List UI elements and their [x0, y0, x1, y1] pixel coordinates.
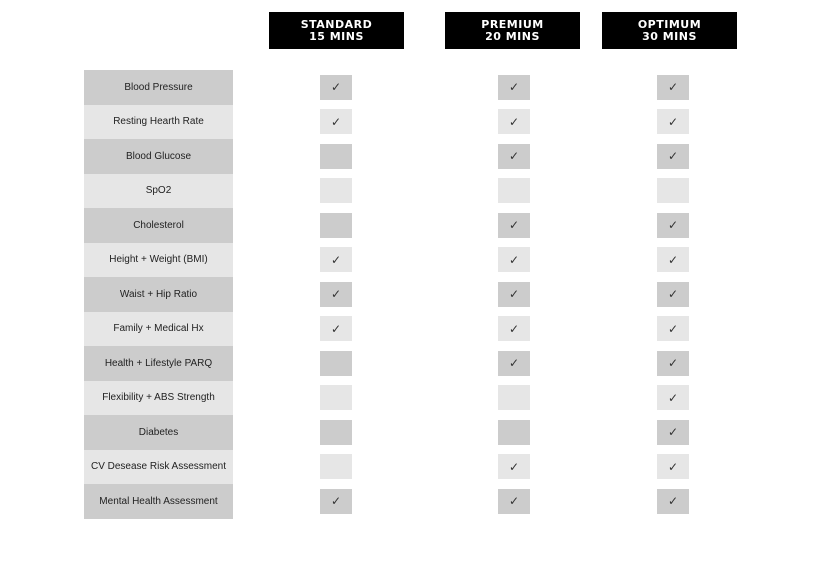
checkmark-icon: ✓ — [667, 218, 679, 233]
checkmark-icon: ✓ — [667, 356, 679, 371]
check-cell — [498, 282, 530, 307]
check-cell — [498, 454, 530, 479]
check-cell — [320, 75, 352, 100]
feature-row — [84, 208, 233, 243]
check-cell — [498, 489, 530, 514]
checkmark-icon: ✓ — [667, 114, 679, 129]
feature-row — [84, 312, 233, 347]
feature-label: Resting Hearth Rate — [113, 116, 204, 128]
feature-label: Flexibility + ABS Strength — [102, 392, 215, 404]
check-cell — [320, 489, 352, 514]
check-cell — [657, 316, 689, 341]
check-cell — [320, 109, 352, 134]
feature-row — [84, 450, 233, 485]
checkmark-icon: ✓ — [508, 459, 520, 474]
checkmark-icon: ✓ — [508, 356, 520, 371]
check-cell — [320, 247, 352, 272]
checkmark-icon: ✓ — [508, 287, 520, 302]
plan-header-label: PREMIUM 20 MINS — [481, 17, 544, 43]
feature-row — [84, 415, 233, 450]
plan-header-2 — [445, 12, 580, 49]
check-cell — [657, 454, 689, 479]
feature-label: Blood Glucose — [125, 150, 192, 162]
checkmark-icon: ✓ — [508, 149, 520, 164]
checkmark-icon: ✓ — [330, 252, 342, 267]
checkmark-icon: ✓ — [667, 390, 679, 405]
feature-row — [84, 484, 233, 519]
check-cell — [498, 247, 530, 272]
check-cell — [320, 385, 352, 410]
check-cell — [498, 144, 530, 169]
checkmark-icon: ✓ — [667, 252, 679, 267]
feature-label: Waist + Hip Ratio — [119, 288, 198, 300]
feature-row — [84, 139, 233, 174]
feature-row — [84, 70, 233, 105]
checkmark-icon: ✓ — [667, 425, 679, 440]
plan-header-label: OPTIMUM 30 MINS — [637, 17, 702, 43]
check-cell — [657, 489, 689, 514]
check-cell — [657, 420, 689, 445]
checkmark-icon: ✓ — [508, 80, 520, 95]
check-cell — [657, 178, 689, 203]
check-cell — [657, 351, 689, 376]
check-cell — [657, 109, 689, 134]
check-cell — [498, 385, 530, 410]
checkmark-icon: ✓ — [508, 218, 520, 233]
plan-header-1 — [269, 12, 404, 49]
checkmark-icon: ✓ — [667, 494, 679, 509]
check-cell — [498, 75, 530, 100]
check-cell — [498, 178, 530, 203]
check-cell — [320, 178, 352, 203]
checkmark-icon: ✓ — [667, 149, 679, 164]
check-cell — [320, 144, 352, 169]
check-cell — [498, 316, 530, 341]
check-cell — [320, 351, 352, 376]
feature-label: Blood Pressure — [124, 81, 193, 93]
feature-label: SpO2 — [145, 185, 172, 197]
plan-header-label: STANDARD 15 MINS — [300, 17, 373, 43]
plan-header-3 — [602, 12, 737, 49]
check-cell — [498, 213, 530, 238]
feature-label: Height + Weight (BMI) — [109, 254, 208, 266]
feature-label: Diabetes — [138, 426, 179, 438]
checkmark-icon: ✓ — [330, 494, 342, 509]
feature-label: CV Desease Risk Assessment — [90, 461, 227, 473]
check-cell — [320, 213, 352, 238]
checkmark-icon: ✓ — [330, 80, 342, 95]
checkmark-icon: ✓ — [508, 321, 520, 336]
check-cell — [657, 75, 689, 100]
check-cell — [657, 385, 689, 410]
checkmark-icon: ✓ — [508, 252, 520, 267]
check-cell — [657, 213, 689, 238]
checkmark-icon: ✓ — [330, 321, 342, 336]
checkmark-icon: ✓ — [667, 321, 679, 336]
feature-row — [84, 346, 233, 381]
feature-row — [84, 277, 233, 312]
checkmark-icon: ✓ — [508, 114, 520, 129]
check-cell — [320, 420, 352, 445]
feature-row — [84, 105, 233, 140]
checkmark-icon: ✓ — [330, 114, 342, 129]
checkmark-icon: ✓ — [667, 287, 679, 302]
check-cell — [498, 420, 530, 445]
checkmark-icon: ✓ — [667, 80, 679, 95]
check-cell — [320, 316, 352, 341]
checkmark-icon: ✓ — [667, 459, 679, 474]
check-cell — [498, 109, 530, 134]
check-cell — [657, 282, 689, 307]
feature-label: Cholesterol — [133, 219, 184, 231]
feature-list — [84, 70, 233, 519]
feature-label: Health + Lifestyle PARQ — [104, 357, 213, 369]
feature-label: Family + Medical Hx — [113, 323, 204, 335]
feature-row — [84, 174, 233, 209]
checkmark-icon: ✓ — [508, 494, 520, 509]
check-cell — [320, 454, 352, 479]
feature-row — [84, 381, 233, 416]
check-cell — [498, 351, 530, 376]
feature-row — [84, 243, 233, 278]
check-cell — [320, 282, 352, 307]
check-cell — [657, 247, 689, 272]
check-cell — [657, 144, 689, 169]
feature-label: Mental Health Assessment — [99, 495, 218, 507]
checkmark-icon: ✓ — [330, 287, 342, 302]
